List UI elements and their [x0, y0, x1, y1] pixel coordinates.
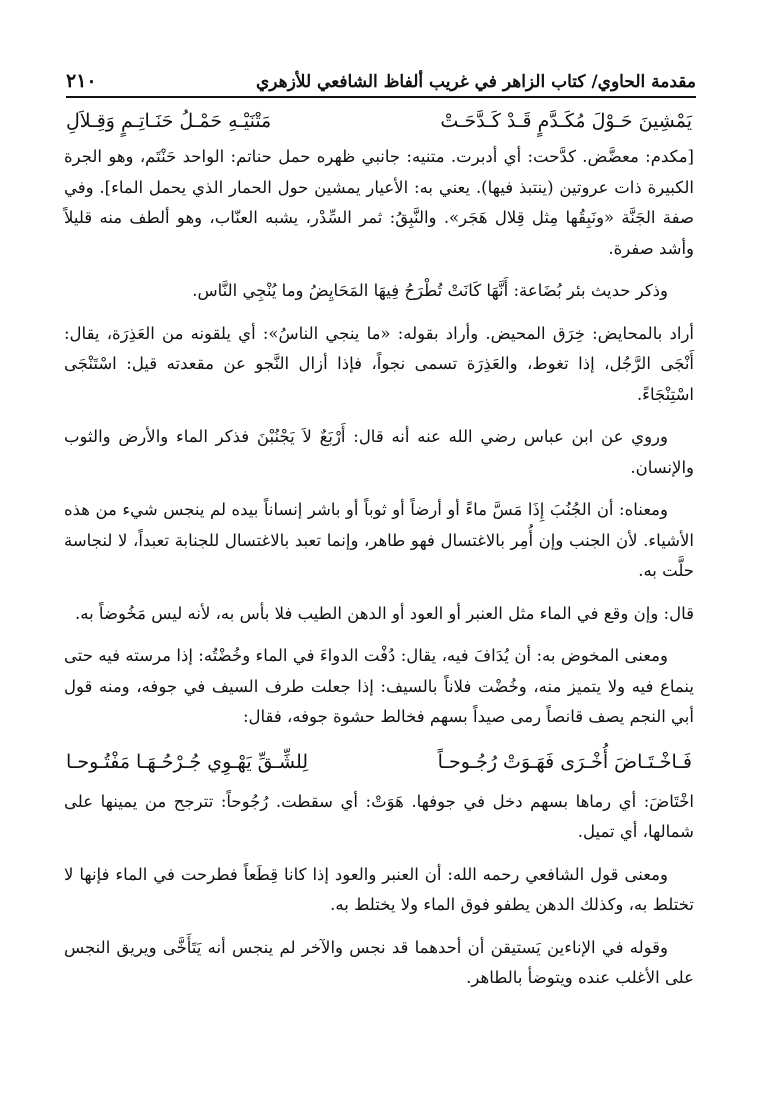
- poetry-verse: [66, 745, 692, 779]
- verse-first-hemistich: يَمْشِينَ حَـوْلَ مُكَـدَّمٍ قَـدْ كَـدَّحَـتْ: [440, 110, 692, 132]
- paragraph: ومعنى قول الشافعي رحمه الله: أن العنبر والعود إذا كانا قِطَعاً فطرحت في الماء فإنها لا تختلط به، وكذلك الدهن يطفو فوق الماء ولا يختلط به.: [64, 864, 694, 914]
- paragraph: اخْتَاضَ: أي رماها بسهم دخل في جوفها. هَوَتْ: أي سقطت. رُجُوحاً: تترجح من يمينها على شمالها، أي تميل.: [64, 791, 694, 841]
- paragraph: ومعناه: أن الجُنُبَ إِذَا مَسَّ ماءً أو أرضاً أو ثوباً أو باشر إنساناً بيده لم ينجس شيء من هذه الأشياء. لأن الجنب وإن أُمِر بالاغتسال فهو طاهر، وإنما تعبد بالاغتسال للجنابة تعبداً، لا لنجاسة حلَّت به.: [64, 500, 694, 580]
- paragraph: وروي عن ابن عباس رضي الله عنه أنه قال: أَرْبَعٌ لاَ يَجْنُبْنَ فذكر الماء والأرض والثوب والإنسان.: [64, 427, 694, 477]
- poetry-verse: [66, 104, 692, 138]
- running-title: مقدمة الحاوي/ كتاب الزاهر في غريب ألفاظ الشافعي للأزهري: [255, 72, 696, 92]
- verse-second-hemistich: مَتْنَيْـهِ حَمْـلُ حَنَـاتِـمٍ وَقِـلاَلِ: [66, 110, 272, 132]
- verse-second-hemistich: لِلشِّـقِّ يَهْـوِي جُـرْحُـهَـا مَفْتُـوحـا: [66, 750, 309, 773]
- page-header: [66, 56, 696, 98]
- paragraph: وقوله في الإناءين يَستيقن أن أحدهما قد نجس والآخر لم ينجس أنه يَتَأَخَّى ويريق النجس على الأغلب عنده ويتوضأ بالطاهر.: [64, 937, 694, 987]
- page-number: ٢١٠: [66, 70, 97, 92]
- paragraph: قال: وإن وقع في الماء مثل العنبر أو العود أو الدهن الطيب فلا بأس به، لأنه ليس مَخُوضاً به.: [75, 603, 694, 623]
- paragraph: [مكدم: معضَّض. كدَّحت: أي أدبرت. متنيه: جانبي ظهره حمل حناتم: الواحد حَنْتَم، وهو الجرة الكبيرة ذات عروتين (ينتبذ فيها). يعني به: الأعيار يمشين حول الحمار الذي يحمل الماء]. وفي صفة الجَنَّة «ونَبِقُها مِثل قِلال هَجَر». والنَّبِقُ: ثمر السِّدْر، يشبه العنّاب، وهو ألطف منه قليلاً وأشد صفرة.: [64, 147, 694, 258]
- paragraph: وذكر حديث بئر بُضَاعة: أَنَّهَا كَانَتْ تُطْرَحُ فِيهَا المَحَايِضُ وما يُنْجِي النَّاس.: [192, 281, 668, 300]
- paragraph: أراد بالمحايض: خِرَق المحيض. وأراد بقوله: «ما ينجي الناسُ»: أي يلقونه من العَذِرَة، يقال: أَنْجَى الرَّجُل، إذا تغوط، والعَذِرَة تسمى نجواً، فإذا أزال النَّجو عن مقعدته قيل: اسْتَنْجَى اسْتِنْجَاءً.: [64, 323, 694, 404]
- page-body: [64, 104, 694, 1006]
- verse-first-hemistich: فَـاخْـتَـاضَ أُخْـرَى فَهَـوَتْ رُجُـوحـاً: [437, 750, 692, 773]
- paragraph: ومعنى المخوض به: أن يُدَافَ فيه، يقال: دُفْت الدواءَ في الماء وخُضْتُه: إذا مرسته فيه حتى ينماع فيه ولا يتميز منه، وخُضْت فلاناً بالسيف: إذا جعلت طرف السيف في جوفه، ومنه قول أبي النجم يصف قانصاً رمى صيداً بسهم فخالط حشوة جوفه، فقال:: [64, 646, 695, 726]
